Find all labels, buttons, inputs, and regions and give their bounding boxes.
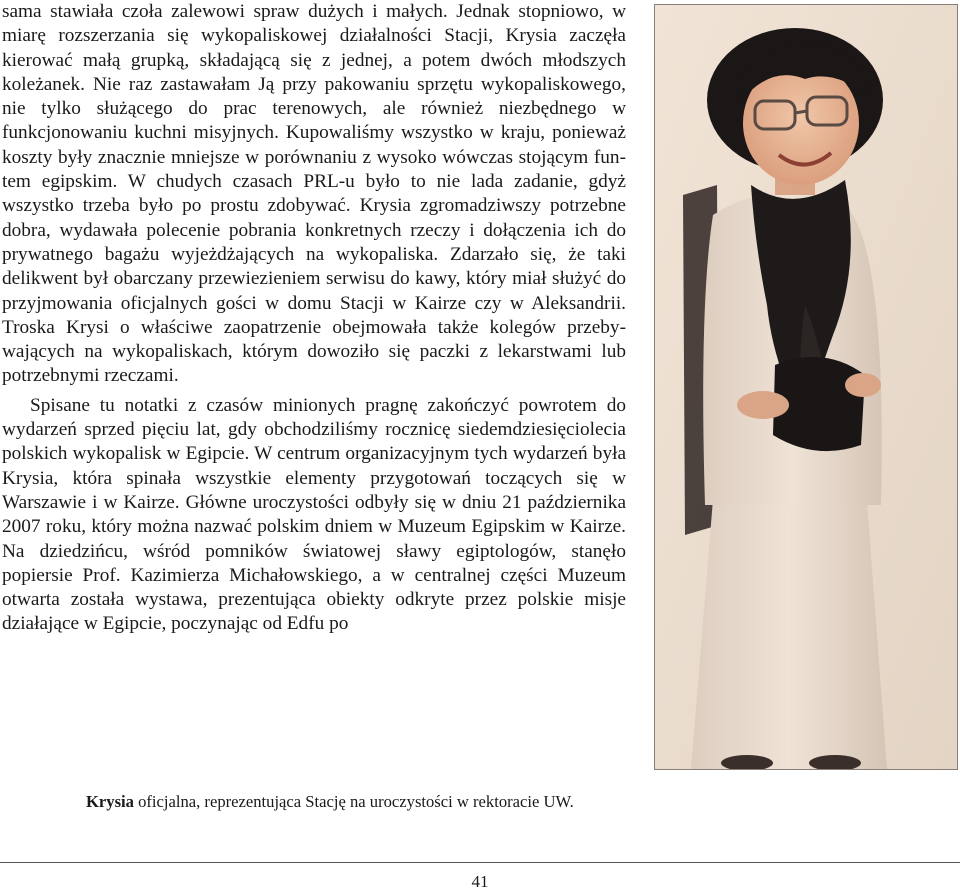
paragraph: Spisane tu notatki z czasów minionych pragnę zakończyć powrotem do wydarzeń sprzed pięciu lat, gdy obchodziliśmy rocznicę siedemdziesięciolecia polskich wykopalisk w Egipcie. W centrum organizacyjnym tych wydarzeń była Krysia, która spinała wszystkie elementy przygotowań toczących się w Warszawie i w Kairze. Główne uroczystości odbyły się w dniu 21 października 2007 roku, który można nazwać polskim dniem w Muzeum Egipskim w Kairze. Na dziedzińcu, wśród pomników światowej sławy egiptologów, stanęło popiersie Prof. Kazimierza Michałowskiego, a w centralnej części Muzeum otwarta została wystawa, prezentująca obiekty odkryte przez polskie misje działające w Egipcie, poczynając od Edfu po [2, 394, 626, 635]
caption-name: Krysia [86, 792, 134, 811]
photo-caption [86, 791, 706, 813]
paragraph: sama stawiała czoła zalewowi spraw dużych i małych. Jednak stopniowo, w miarę rozszerzania się wykopaliskowej działalności Stacji, Krysia zaczęła kierować małą grupką, składającą się z jednej, a potem dwóch młodszych koleżanek. Nie raz zastawałam Ją przy pakowaniu sprzętu wykopaliskowego, nie tylko służącego do prac terenowych, ale również niezbędnego w funkcjonowaniu kuchni misyjnych. Kupowaliśmy wszystko w kraju, ponieważ koszty były znacznie mniejsze w porównaniu z wysoko wówczas stojącym funtem egipskim. W chudych czasach PRL-u było to nie lada zadanie, gdyż wszystko trzeba było po prostu zdobywać. Krysia zgromadziwszy potrzebne dobra, wydawała polecenie pobrania konkretnych rzeczy i dołączenia ich do prywatnego bagażu wyjeżdżających na wykopaliska. Zdarzało się, że taki delikwent był obarczany przewiezieniem serwisu do kawy, który miał służyć do przyjmowania oficjalnych gości w domu Stacji w Kairze czy w Aleksandrii. Troska Krysi o właściwe zaopatrzenie obejmowała także kolegów przebywających na wykopaliskach, którym dowoziło się paczki z lekarstwami lub potrzebnymi rzeczami. [2, 1, 626, 387]
article-column [2, 0, 626, 637]
caption-text: oficjalna, reprezentująca Stację na uroczystości w rektoracie UW. [133, 792, 574, 811]
portrait-photo [654, 4, 958, 770]
page-number: 41 [471, 872, 489, 891]
footer-rule [0, 862, 960, 863]
portrait-illustration [655, 5, 957, 769]
